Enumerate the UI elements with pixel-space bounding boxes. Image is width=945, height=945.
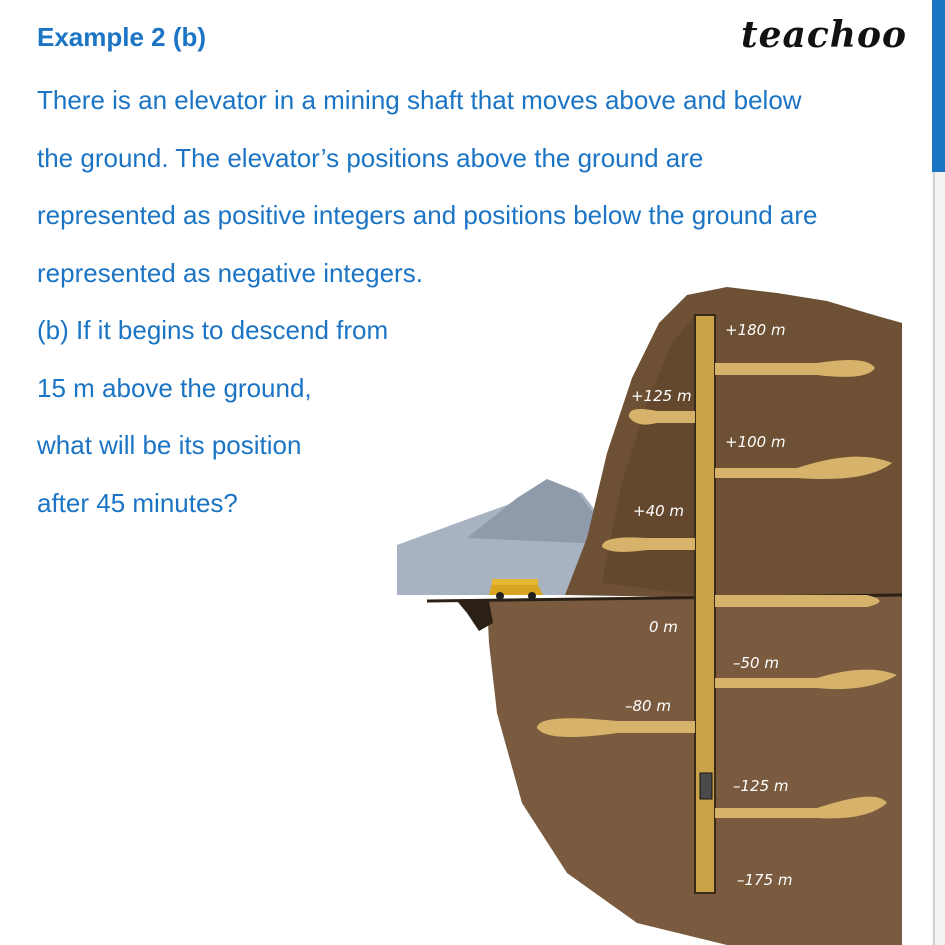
elevator-shaft (695, 315, 715, 893)
teachoo-logo: teachoo (741, 14, 907, 56)
question-line: There is an elevator in a mining shaft that moves above and below (37, 85, 802, 115)
elevator-cage (700, 773, 712, 799)
label-plus-40: +40 m (633, 502, 685, 520)
question-line: represented as negative integers. (37, 257, 423, 288)
label-minus-125: –125 m (733, 777, 789, 795)
label-zero: 0 m (649, 618, 678, 636)
question-line: represented as positive integers and positions below the ground are (37, 200, 818, 230)
ground-edge-rubble (457, 601, 493, 631)
mine-shaft-svg (397, 283, 907, 945)
question-line: 15 m above the ground, (37, 372, 312, 403)
tunnel-plus-125 (629, 409, 695, 425)
scrollbar-thumb[interactable] (932, 0, 945, 172)
question-line: after 45 minutes? (37, 487, 238, 518)
tunnel-zero (715, 595, 880, 607)
label-plus-180: +180 m (725, 321, 786, 339)
example-heading: Example 2 (b) (37, 22, 207, 52)
label-plus-100: +100 m (725, 433, 786, 451)
scrollbar-rail (933, 172, 935, 945)
question-line: (b) If it begins to descend from (37, 315, 389, 345)
question-line: what will be its position (37, 430, 302, 460)
dump-truck (489, 579, 543, 600)
label-minus-175: –175 m (737, 871, 793, 889)
label-plus-125: +125 m (631, 387, 692, 405)
mine-shaft-illustration (397, 283, 907, 945)
label-minus-80: –80 m (625, 697, 671, 715)
tunnel-plus-40 (602, 537, 695, 552)
question-line: the ground. The elevator’s positions above the ground are (37, 142, 704, 173)
label-minus-50: –50 m (733, 654, 779, 672)
